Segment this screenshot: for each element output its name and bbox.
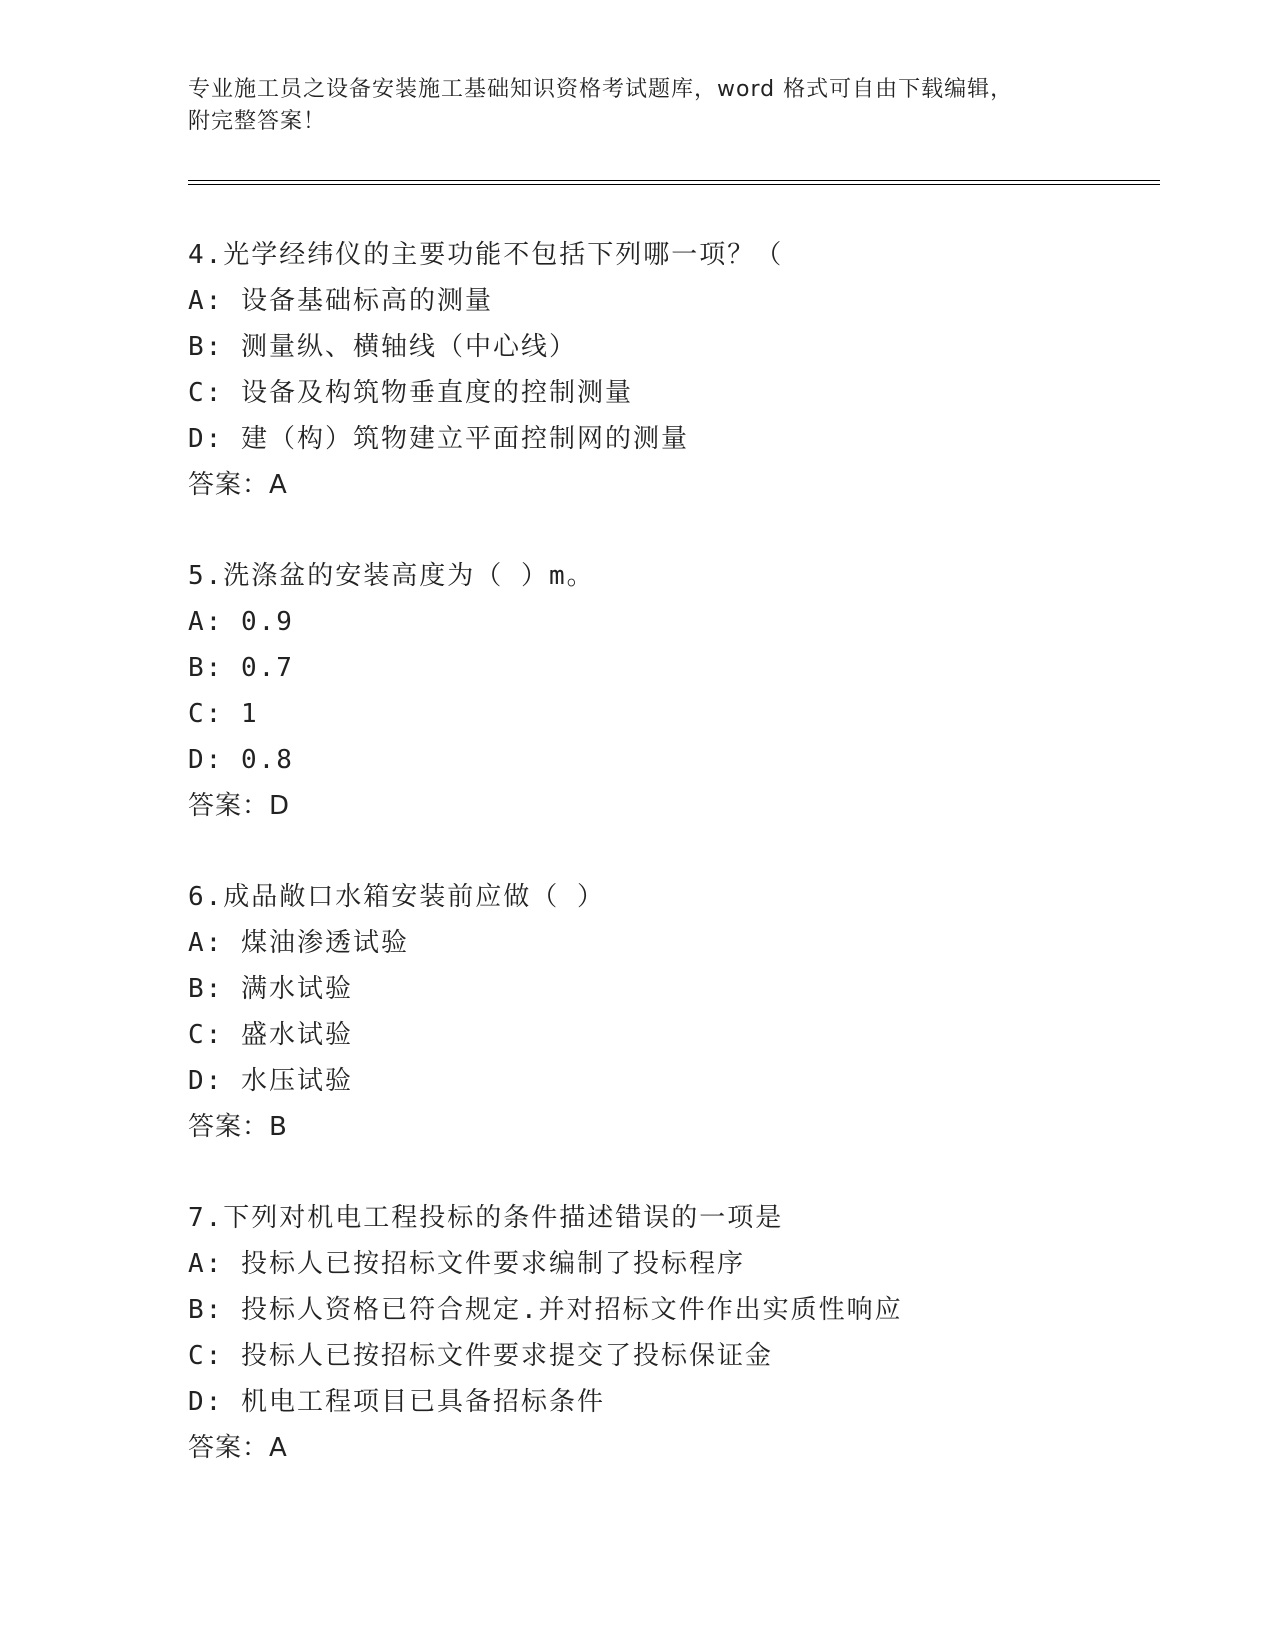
option-d: D: 0.8 [188, 745, 294, 775]
option-c: C: 投标人已按招标文件要求提交了投标保证金 [188, 1341, 773, 1371]
option-b: B: 测量纵、横轴线（中心线） [188, 332, 577, 362]
question-4 [188, 232, 1168, 508]
option-c: C: 盛水试验 [188, 1020, 353, 1050]
question-7 [188, 1195, 1168, 1471]
option-c: C: 1 [188, 699, 259, 729]
answer: 答案：D [188, 791, 291, 821]
option-a: A: 0.9 [188, 607, 294, 637]
question-6 [188, 874, 1168, 1150]
question-title: 5.洗涤盆的安装高度为（ ）m。 [188, 561, 595, 591]
header-line-2: 附完整答案！ [188, 109, 327, 134]
option-d: D: 水压试验 [188, 1066, 353, 1096]
option-a: A: 投标人已按招标文件要求编制了投标程序 [188, 1249, 745, 1279]
option-d: D: 建（构）筑物建立平面控制网的测量 [188, 424, 689, 454]
option-b: B: 满水试验 [188, 974, 353, 1004]
answer: 答案：A [188, 470, 288, 500]
option-c: C: 设备及构筑物垂直度的控制测量 [188, 378, 633, 408]
question-5 [188, 553, 1168, 829]
question-title: 7.下列对机电工程投标的条件描述错误的一项是 [188, 1203, 784, 1233]
question-title: 6.成品敞口水箱安装前应做（ ） [188, 882, 605, 912]
option-a: A: 设备基础标高的测量 [188, 286, 493, 316]
document-header [188, 74, 1088, 138]
header-divider-bottom [188, 184, 1160, 185]
option-b: B: 投标人资格已符合规定.并对招标文件作出实质性响应 [188, 1295, 903, 1325]
question-title: 4.光学经纬仪的主要功能不包括下列哪一项？（ [188, 240, 784, 270]
option-a: A: 煤油渗透试验 [188, 928, 409, 958]
answer: 答案：A [188, 1433, 288, 1463]
header-divider-top [188, 180, 1160, 181]
option-b: B: 0.7 [188, 653, 294, 683]
option-d: D: 机电工程项目已具备招标条件 [188, 1387, 605, 1417]
answer: 答案：B [188, 1112, 288, 1142]
header-line-1: 专业施工员之设备安装施工基础知识资格考试题库，word 格式可自由下载编辑， [188, 77, 1014, 102]
